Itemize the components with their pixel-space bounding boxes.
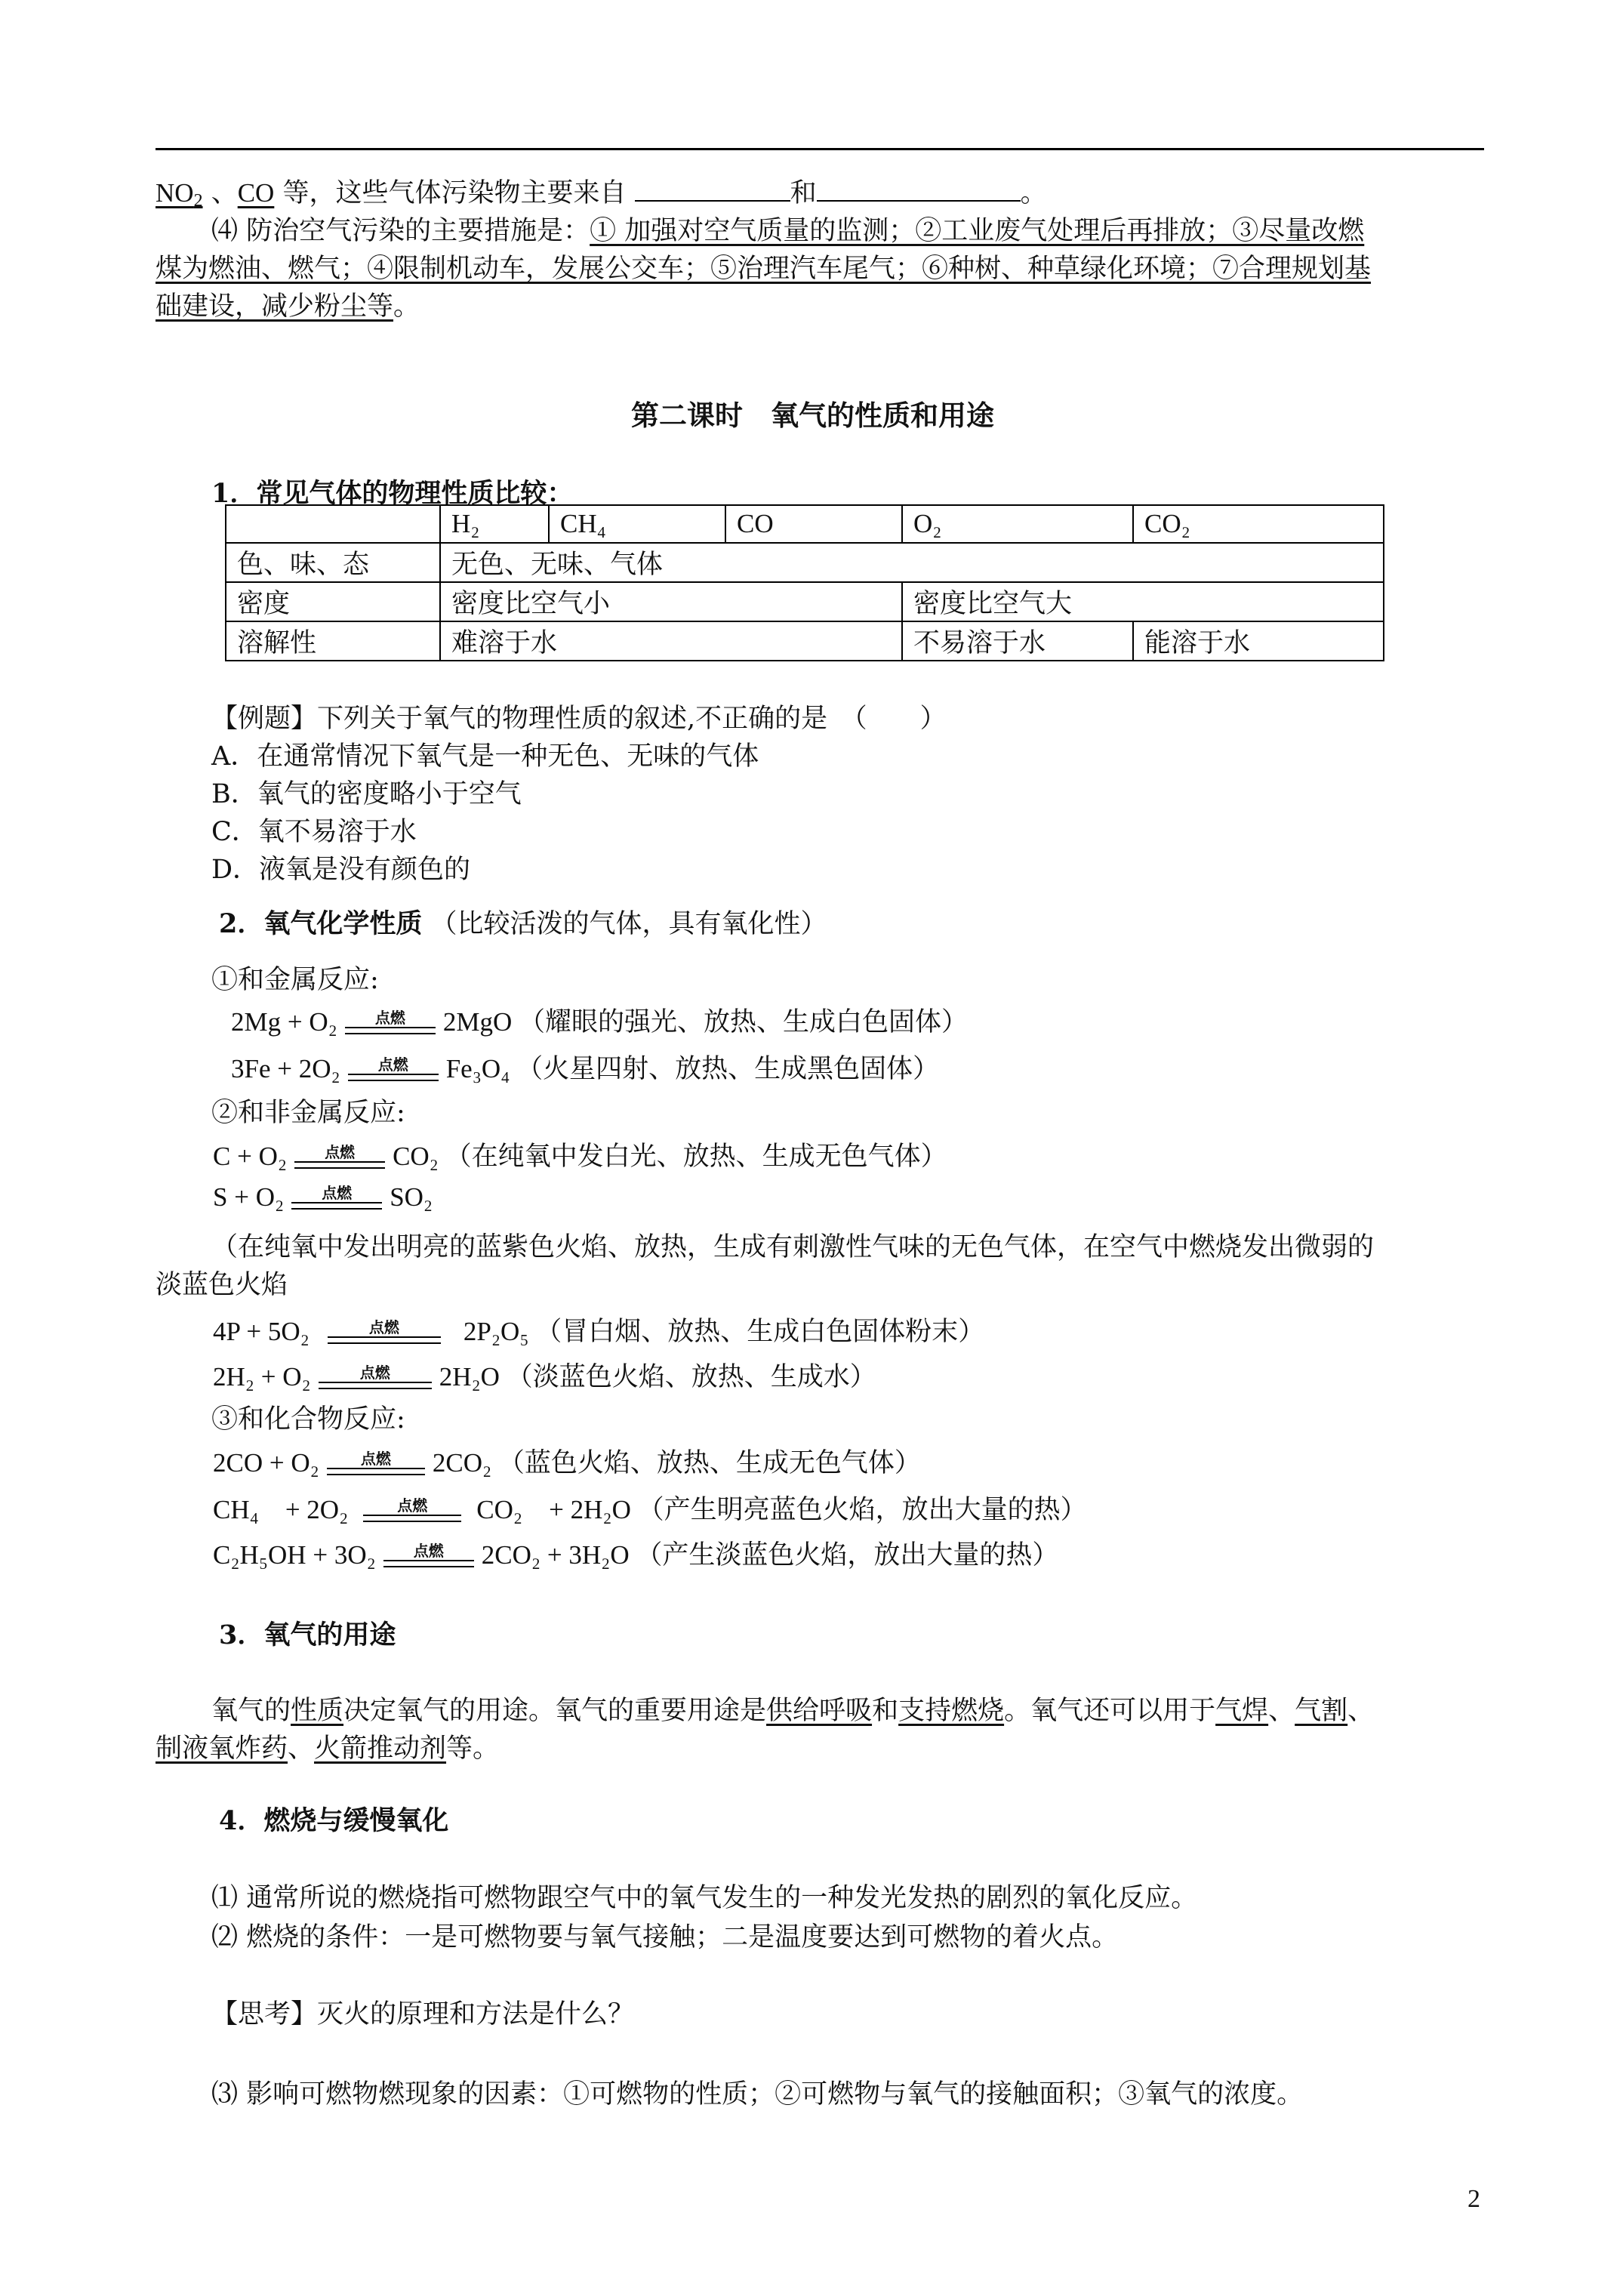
uses-line-2: 制液氧炸药、火箭推动剂等。: [156, 1734, 500, 1764]
lesson-title: 第二课时 氧气的性质和用途: [631, 399, 994, 432]
table-cell: 密度: [226, 582, 440, 621]
table-cell: 色、味、态: [226, 543, 440, 582]
page-number: 2: [1467, 2185, 1480, 2213]
equation-h2: 2H₂ + O₂ 点燃 2H₂O （淡蓝色火焰、放热、生成水）: [213, 1356, 876, 1397]
reaction-arrow: 点燃: [327, 1448, 425, 1483]
nonmetal-reaction-title: ②和非金属反应:: [211, 1098, 405, 1128]
option-a[interactable]: A．在通常情况下氧气是一种无色、无味的气体: [211, 741, 759, 772]
option-b[interactable]: B．氧气的密度略小于空气: [211, 779, 522, 809]
table-row: [226, 505, 1384, 543]
co-term: CO: [237, 178, 275, 208]
equation-ethanol: C₂H₅OH + 3O₂ 点燃 2CO₂ + 3H₂O （产生淡蓝色火焰，放出大量的热）: [213, 1534, 1058, 1575]
table-cell: CO₂: [1133, 505, 1384, 543]
section4-heading: 4．燃烧与缓慢氧化: [219, 1805, 449, 1836]
table-cell: 密度比空气小: [440, 582, 902, 621]
table-row: [226, 621, 1384, 661]
answer-blank-1[interactable]: [635, 177, 790, 202]
table-cell: CO: [725, 505, 902, 543]
reaction-arrow: 点燃: [348, 1054, 439, 1089]
prevention-line-3: 础建设，减少粉尘等。: [156, 291, 420, 322]
table-cell: H₂: [440, 505, 549, 543]
think-question: 【思考】灭火的原理和方法是什么？: [211, 1999, 635, 2029]
table-cell: 溶解性: [226, 621, 440, 661]
equation-co: 2CO + O₂ 点燃 2CO₂ （蓝色火焰、放热、生成无色气体）: [213, 1442, 921, 1483]
compound-reaction-title: ③和化合物反应:: [211, 1404, 405, 1435]
prevention-line-2: 煤为燃油、燃气；④限制机动车，发展公交车；⑤治理汽车尾气；⑥种树、种草绿化环境；⑦合理规划基: [156, 254, 1372, 284]
reaction-arrow: 点燃: [291, 1182, 382, 1217]
reaction-arrow: 点燃: [294, 1142, 385, 1176]
table-cell: 不易溶于水: [902, 621, 1133, 661]
table-cell: 难溶于水: [440, 621, 902, 661]
reaction-arrow: 点燃: [319, 1362, 432, 1397]
equation-p: 4P + 5O₂ 点燃 2P₂O₅ （冒白烟、放热、生成白色固体粉末）: [213, 1311, 984, 1351]
metal-reaction-title: ①和金属反应:: [211, 965, 379, 995]
combustion-factors: ⑶ 影响可燃物燃现象的因素：①可燃物的性质；②可燃物与氧气的接触面积；③氧气的浓度。: [211, 2079, 1304, 2110]
reaction-arrow: 点燃: [363, 1495, 461, 1530]
gas-property-table: [225, 504, 1384, 661]
combustion-conditions: ⑵ 燃烧的条件：一是可燃物要与氧气接触；二是温度要达到可燃物的着火点。: [211, 1922, 1119, 1952]
uses-line-1: 氧气的性质决定氧气的用途。氧气的重要用途是供给呼吸和支持燃烧。氧气还可以用于气焊、气割、: [211, 1696, 1375, 1726]
section1-heading: 1．常见气体的物理性质比较：: [211, 478, 574, 509]
prevention-line-1: ⑷ 防治空气污染的主要措施是：① 加强对空气质量的监测；②工业废气处理后再排放；③尽量改燃: [211, 216, 1365, 246]
answer-blank-2[interactable]: [817, 177, 1021, 202]
sulfur-note-line-1: （在纯氧中发出明亮的蓝紫色火焰、放热，生成有刺激性气味的无色气体，在空气中燃烧发出微弱的: [211, 1232, 1375, 1262]
example-stem: 【例题】下列关于氧气的物理性质的叙述,不正确的是 （ ）: [211, 704, 947, 734]
reaction-arrow: 点燃: [345, 1007, 436, 1042]
table-cell: 密度比空气大: [902, 582, 1384, 621]
table-cell: CH₄: [549, 505, 725, 543]
option-c[interactable]: C．氧不易溶于水: [211, 817, 417, 847]
equation-mg: 2Mg + O₂ 点燃 2MgO （耀眼的强光、放热、生成白色固体）: [231, 1001, 968, 1042]
equation-c: C + O₂ 点燃 CO₂ （在纯氧中发白光、放热、生成无色气体）: [213, 1136, 947, 1176]
equation-fe: 3Fe + 2O₂ 点燃 Fe₃O₄ （火星四射、放热、生成黑色固体）: [231, 1048, 939, 1089]
section2-heading: 2．氧气化学性质 （比较活泼的气体，具有氧化性）: [219, 908, 827, 939]
table-cell: O₂: [902, 505, 1133, 543]
reaction-arrow: 点燃: [383, 1540, 474, 1575]
no2-term: $NO_2$: [156, 178, 203, 211]
equation-s: S + O₂ 点燃 SO₂: [213, 1182, 433, 1217]
table-cell: 能溶于水: [1133, 621, 1384, 661]
table-row: [226, 543, 1384, 582]
pollutant-source-line: $NO_2$ 、CO 等，这些气体污染物主要来自 和 。: [156, 178, 1047, 211]
reaction-arrow: 点燃: [328, 1317, 441, 1351]
table-cell: 无色、无味、气体: [440, 543, 1384, 582]
table-cell: [226, 505, 440, 543]
equation-ch4: CH₄ + 2O₂ 点燃 CO₂ + 2H₂O （产生明亮蓝色火焰，放出大量的热）: [213, 1489, 1087, 1530]
option-d[interactable]: D．液氧是没有颜色的: [211, 855, 471, 885]
header-rule: [156, 148, 1484, 150]
section3-heading: 3．氧气的用途: [219, 1620, 396, 1650]
table-row: [226, 582, 1384, 621]
combustion-definition: ⑴ 通常所说的燃烧指可燃物跟空气中的氧气发生的一种发光发热的剧烈的氧化反应。: [211, 1883, 1198, 1913]
sulfur-note-line-2: 淡蓝色火焰: [156, 1270, 288, 1300]
